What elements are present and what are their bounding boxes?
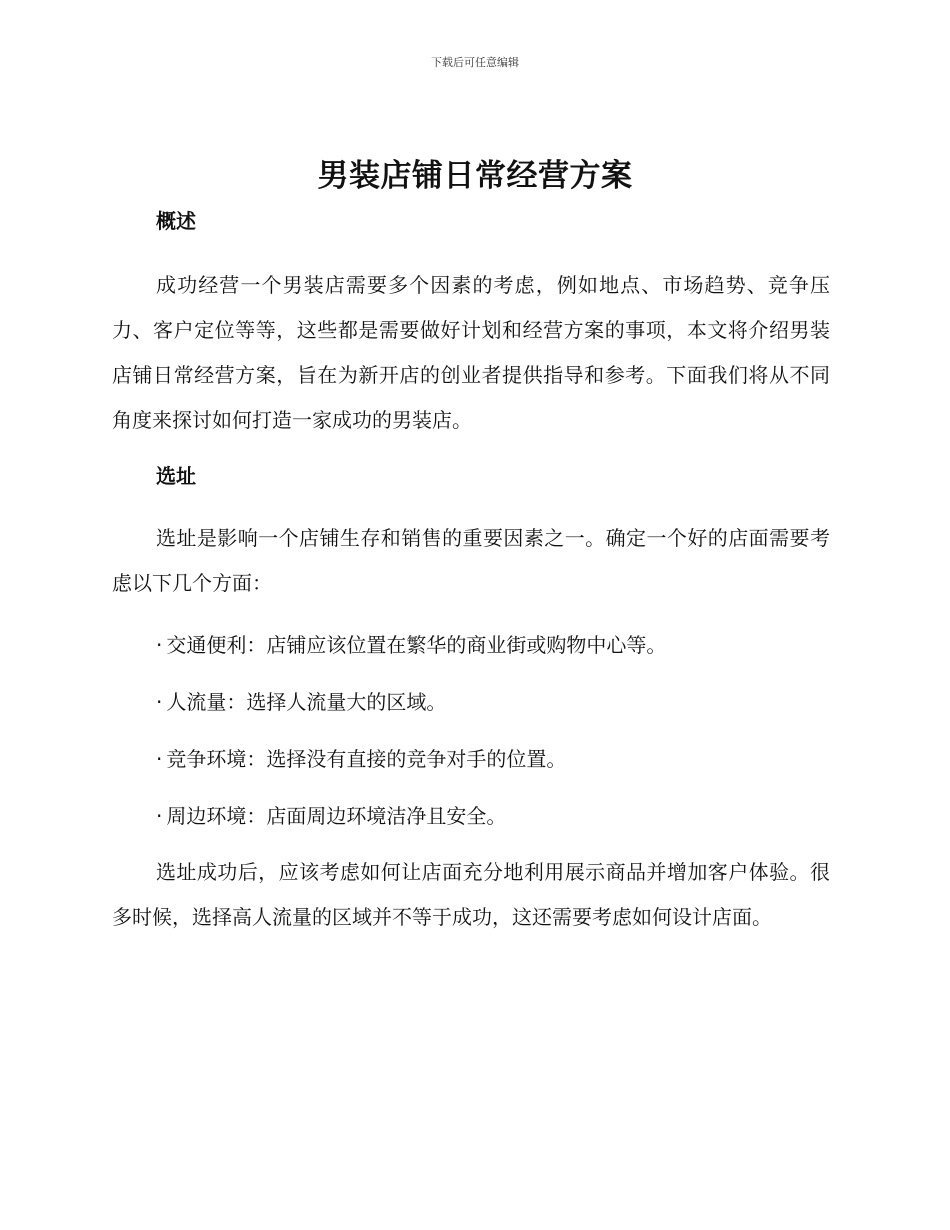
bullet-dot: · <box>156 690 163 714</box>
bullet-dot: · <box>156 804 163 828</box>
document-title: 男装店铺日常经营方案 <box>317 158 633 194</box>
bullet-item-surroundings <box>112 800 830 832</box>
header-note: 下载后可任意编辑 <box>431 56 519 69</box>
bullet-item-label: 周边环境：店面周边环境洁净且安全。 <box>166 804 507 828</box>
document-body <box>112 205 830 940</box>
location-closing-paragraph: 选址成功后，应该考虑如何让店面充分地利用展示商品并增加客户体验。很多时候，选择高人流量的区域并不等于成功，这还需要考虑如何设计店面。 <box>112 860 830 929</box>
section-heading-overview: 概述 <box>156 209 196 233</box>
location-intro-paragraph: 选址是影响一个店铺生存和销售的重要因素之一。确定一个好的店面需要考虑以下几个方面： <box>112 526 830 595</box>
bullet-dot: · <box>156 747 163 771</box>
bullet-item-transport <box>112 629 830 661</box>
bullet-item-competition <box>112 743 830 775</box>
overview-paragraph: 成功经营一个男装店需要多个因素的考虑，例如地点、市场趋势、竞争压力、客户定位等等，这些都是需要做好计划和经营方案的事项，本文将介绍男装店铺日常经营方案，旨在为新开店的创业者提供指导和参考。下面我们将从不同角度来探讨如何打造一家成功的男装店。 <box>112 273 830 432</box>
bullet-item-traffic <box>112 686 830 718</box>
section-heading-location: 选址 <box>156 464 196 488</box>
bullet-dot: · <box>156 633 163 657</box>
bullet-item-label: 竞争环境：选择没有直接的竞争对手的位置。 <box>166 747 567 771</box>
bullet-item-label: 人流量：选择人流量大的区域。 <box>166 690 447 714</box>
bullet-item-label: 交通便利：店铺应该位置在繁华的商业街或购物中心等。 <box>166 633 667 657</box>
